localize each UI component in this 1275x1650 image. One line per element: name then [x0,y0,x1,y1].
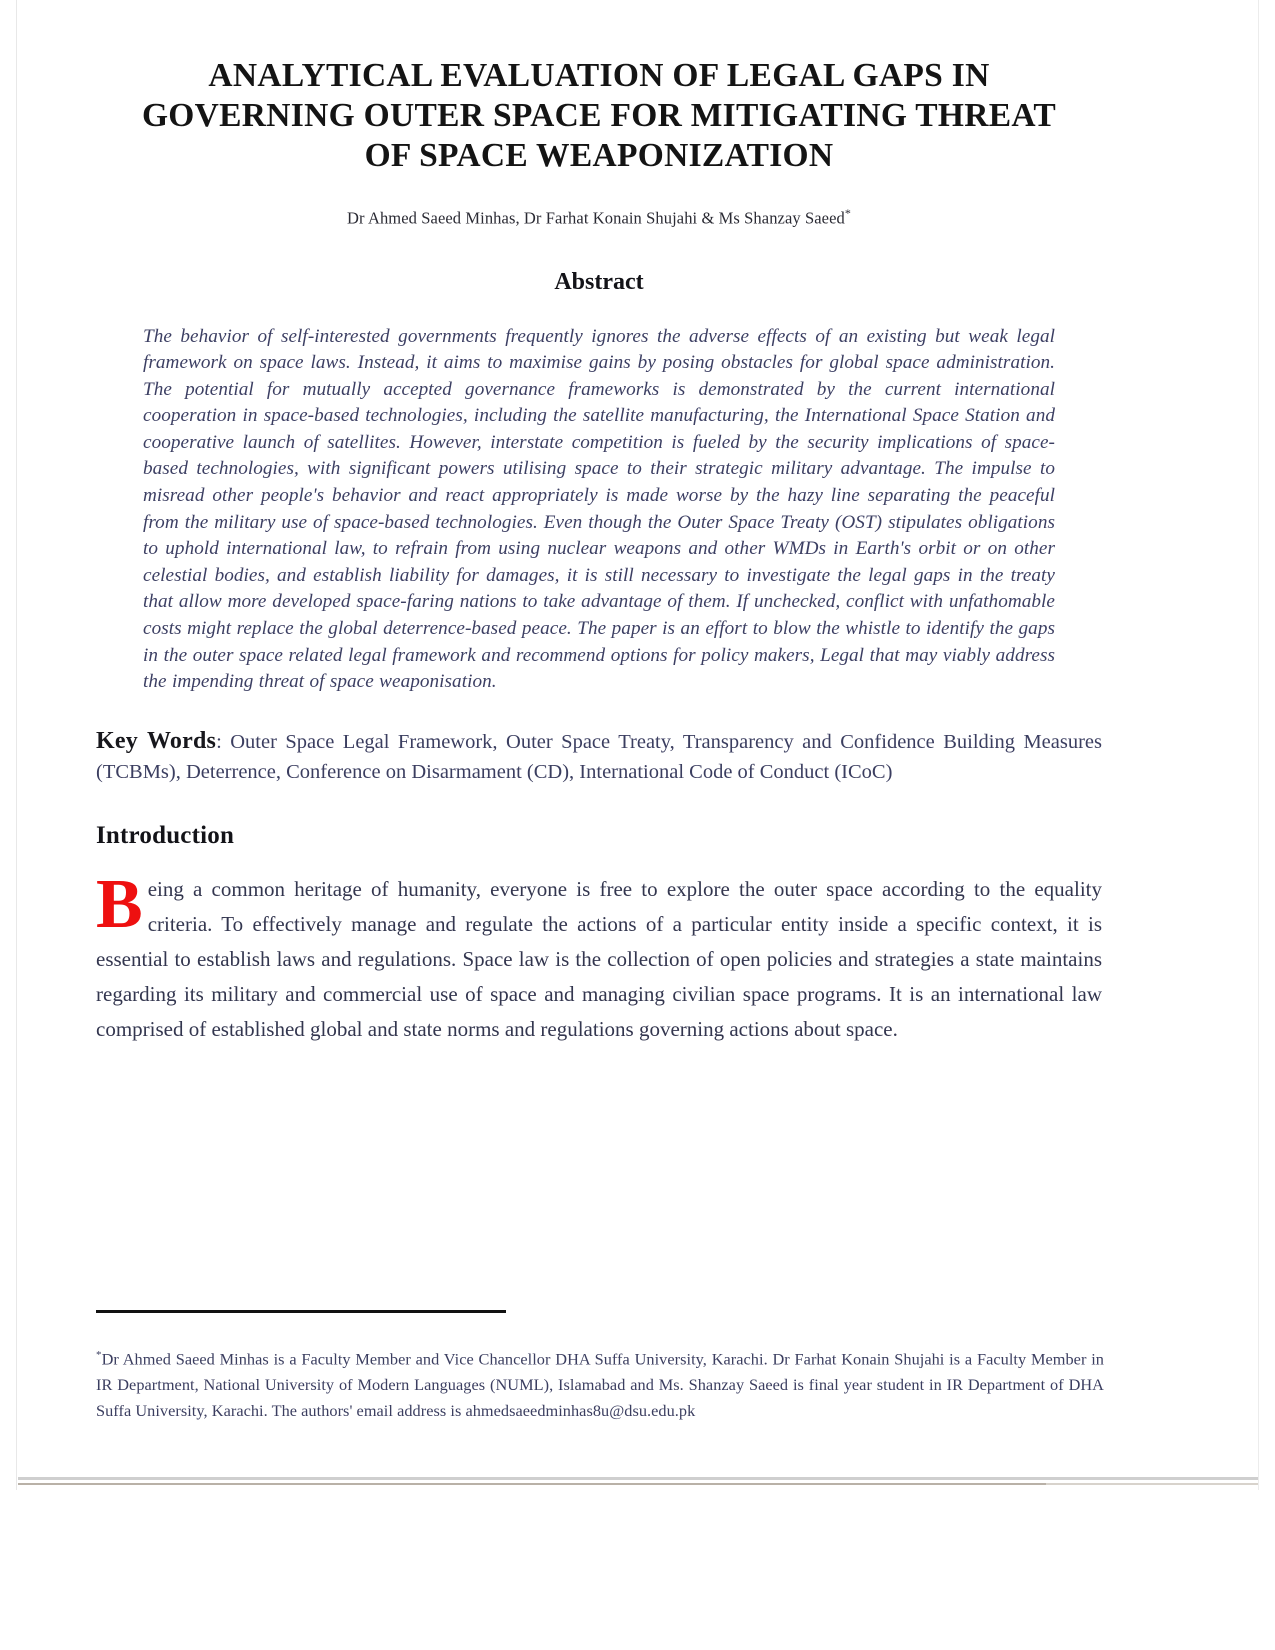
keywords-separator: : [216,730,231,753]
keywords-block [96,726,1102,787]
page-title: ANALYTICAL EVALUATION OF LEGAL GAPS IN GOVERNING OUTER SPACE FOR MITIGATING THREAT OF SPACE WEAPONIZATION [141,57,1057,174]
author-footnote-marker: * [844,206,851,220]
abstract-heading: Abstract [554,268,644,295]
drop-cap-letter: B [96,865,143,943]
footnote-marker: * [96,1349,102,1362]
footnote-block [96,1343,1104,1423]
introduction-body-text: eing a common heritage of humanity, everyone is free to explore the outer space according to the equality criteria. To effectively manage and regulate the actions of a particular entity inside a specific context, it is essential to establish laws and regulations. Space law is the collection of open policies and strategies a state maintains regarding its military and commercial use of space and managing civilian space programs. It is an international law comprised of established global and state norms and regulations governing actions about space. [96,876,1102,1041]
author-names: Dr Ahmed Saeed Minhas, Dr Farhat Konain Shujahi & Ms Shanzay Saeed [347,208,845,228]
page-left-margin-edge [0,0,17,1650]
page-bottom-rule-accent [18,1483,1046,1485]
keywords-label: Key Words [96,727,217,754]
footnote-separator-rule [96,1310,506,1313]
page-bottom-rule [18,1477,1258,1480]
page-bottom-band [0,1490,1275,1650]
page-bottom-rule-accent-light [1046,1483,1258,1485]
page-content [96,56,1102,1068]
page-right-margin-edge [1258,0,1275,1650]
keywords-list: Outer Space Legal Framework, Outer Space Treaty, Transparency and Confidence Building Measures (TCBMs), Deterrence, Conference on Disarmament (CD), International Code of Conduct (ICoC) [96,730,1103,783]
abstract-body: The behavior of self-interested governments frequently ignores the adverse effects of an existing but weak legal framework on space laws. Instead, it aims to maximise gains by posing obstacles for global space administration. The potential for mutually accepted governance frameworks is demonstrated by the current international cooperation in space-based technologies, including the satellite manufacturing, the International Space Station and cooperative launch of satellites. However, interstate competition is fueled by the security implications of space-based technologies, with significant powers utilising space to their strategic military advantage. The impulse to misread other people's behavior and react appropriately is made worse by the hazy line separating the peaceful from the military use of space-based technologies. Even though the Outer Space Treaty (OST) stipulates obligations to uphold international law, to refrain from using nuclear weapons and other WMDs in Earth's orbit or on other celestial bodies, and establish liability for damages, it is still necessary to investigate the legal gaps in the treaty that allow more developed space-faring nations to take advantage of them. If unchecked, conflict with unfathomable costs might replace the global deterrence-based peace. The paper is an effort to blow the whistle to identify the gaps in the outer space related legal framework and recommend options for policy makers, Legal that may viably address the impending threat of space weaponisation. [143,325,1055,693]
footnote-text: Dr Ahmed Saeed Minhas is a Faculty Member and Vice Chancellor DHA Suffa University, Karachi. Dr Farhat Konain Shujahi is a Faculty Member in IR Department, National University of Modern Languages (NUML), Islamabad and Ms. Shanzay Saeed is final year student in IR Department of DHA Suffa University, Karachi. The authors' email address is ahmedsaeedminhas8u@dsu.edu.pk [96,1349,1104,1420]
introduction-paragraph [96,865,1102,1047]
author-line [96,202,1102,230]
introduction-heading: Introduction [96,821,235,849]
